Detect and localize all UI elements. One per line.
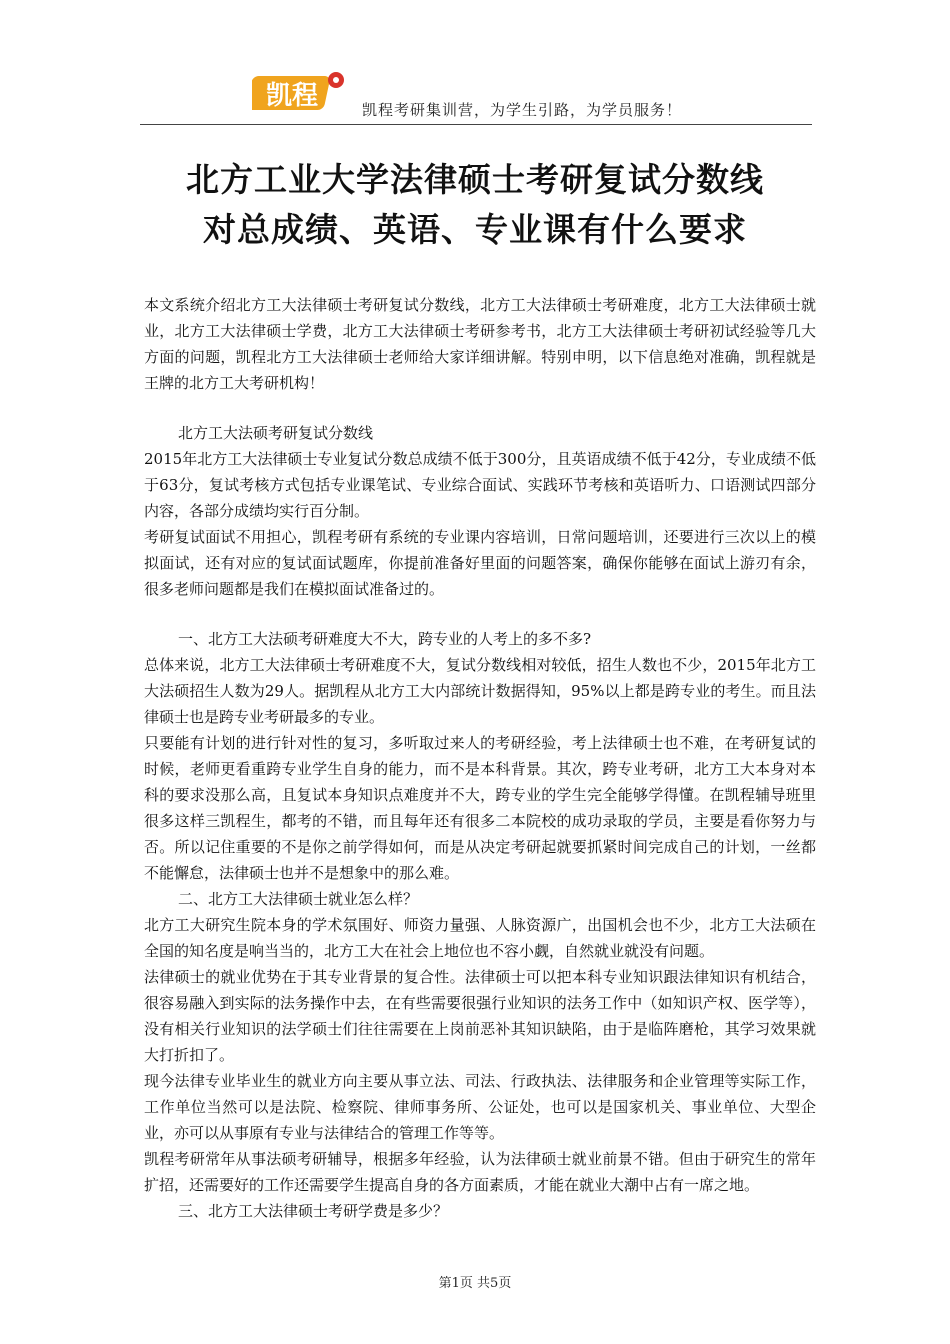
page-title-line-2: 对总成绩、英语、专业课有什么要求 [203, 210, 747, 249]
section-heading-score-line: 北方工大法硕考研复试分数线 [178, 424, 374, 442]
section-heading-employment: 二、北方工大法律硕士就业怎么样？ [178, 890, 419, 908]
paragraph: 2015年北方工大法律硕士专业复试分数总成绩不低于300分，且英语成绩不低于42分，专业成绩不低于63分，复试考核方式包括专业课笔试、专业综合面试、实践环节考核和英语听力、口语测试四部分内容，各部分成绩均实行百分制。 [144, 450, 816, 520]
svg-text:凯程: 凯程 [266, 81, 319, 111]
paragraph: 现今法律专业毕业生的就业方向主要从事立法、司法、行政执法、法律服务和企业管理等实际工作，工作单位当然可以是法院、检察院、律师事务所、公证处，也可以是国家机关、事业单位、大型企业，亦可以从事原有专业与法律结合的管理工作等等。 [144, 1072, 816, 1142]
page-title-line-1: 北方工业大学法律硕士考研复试分数线 [186, 160, 764, 199]
section-heading-tuition: 三、北方工大法律硕士考研学费是多少？ [178, 1202, 449, 1220]
section-heading-difficulty: 一、北方工大法硕考研难度大不大，跨专业的人考上的多不多? [178, 630, 592, 648]
page-number: 第1页 共5页 [438, 1276, 512, 1291]
intro-paragraph: 本文系统介绍北方工大法律硕士考研复试分数线，北方工大法律硕士考研难度，北方工大法律硕士就业，北方工大法律硕士学费，北方工大法律硕士考研参考书，北方工大法律硕士考研初试经验等几大方面的问题，凯程北方工大法律硕士老师给大家详细讲解。特别申明，以下信息绝对准确，凯程就是王牌的北方工大考研机构！ [144, 296, 816, 392]
header-slogan: 凯程考研集训营，为学生引路，为学员服务！ [362, 101, 683, 119]
kaicheng-logo [252, 70, 348, 114]
paragraph: 总体来说，北方工大法律硕士考研难度不大，复试分数线相对较低，招生人数也不少，2015年北方工大法硕招生人数为29人。据凯程从北方工大内部统计数据得知，95%以上都是跨专业的考生。而且法律硕士也是跨专业考研最多的专业。 [144, 656, 816, 726]
paragraph: 只要能有计划的进行针对性的复习，多听取过来人的考研经验，考上法律硕士也不难，在考研复试的时候，老师更看重跨专业学生自身的能力，而不是本科背景。其次，跨专业考研，北方工大本身对本科的要求没那么高，且复试本身知识点难度并不大，跨专业的学生完全能够学得懂。在凯程辅导班里很多这样三凯程生，都考的不错，而且每年还有很多二本院校的成功录取的学员，主要是看你努力与否。所以记住重要的不是你之前学得如何，而是从决定考研起就要抓紧时间完成自己的计划，一丝都不能懈怠，法律硕士也并不是想象中的那么难。 [144, 734, 816, 882]
paragraph: 考研复试面试不用担心，凯程考研有系统的专业课内容培训，日常问题培训，还要进行三次以上的模拟面试，还有对应的复试面试题库，你提前准备好里面的问题答案，确保你能够在面试上游刃有余，很多老师问题都是我们在模拟面试准备过的。 [144, 528, 816, 598]
paragraph: 北方工大研究生院本身的学术氛围好、师资力量强、人脉资源广，出国机会也不少，北方工大法硕在全国的知名度是响当当的，北方工大在社会上地位也不容小觑，自然就业就没有问题。 [144, 916, 816, 960]
article-body [144, 292, 816, 1224]
page-header [140, 62, 812, 125]
paragraph: 凯程考研常年从事法硕考研辅导，根据多年经验，认为法律硕士就业前景不错。但由于研究生的常年扩招，还需要好的工作还需要学生提高自身的各方面素质，才能在就业大潮中占有一席之地。 [144, 1150, 816, 1194]
paragraph: 法律硕士的就业优势在于其专业背景的复合性。法律硕士可以把本科专业知识跟法律知识有机结合，很容易融入到实际的法务操作中去，在有些需要很强行业知识的法务工作中（如知识产权、医学等），没有相关行业知识的法学硕士们往往需要在上岗前恶补其知识缺陷，由于是临阵磨枪，其学习效果就大打折扣了。 [144, 968, 816, 1064]
